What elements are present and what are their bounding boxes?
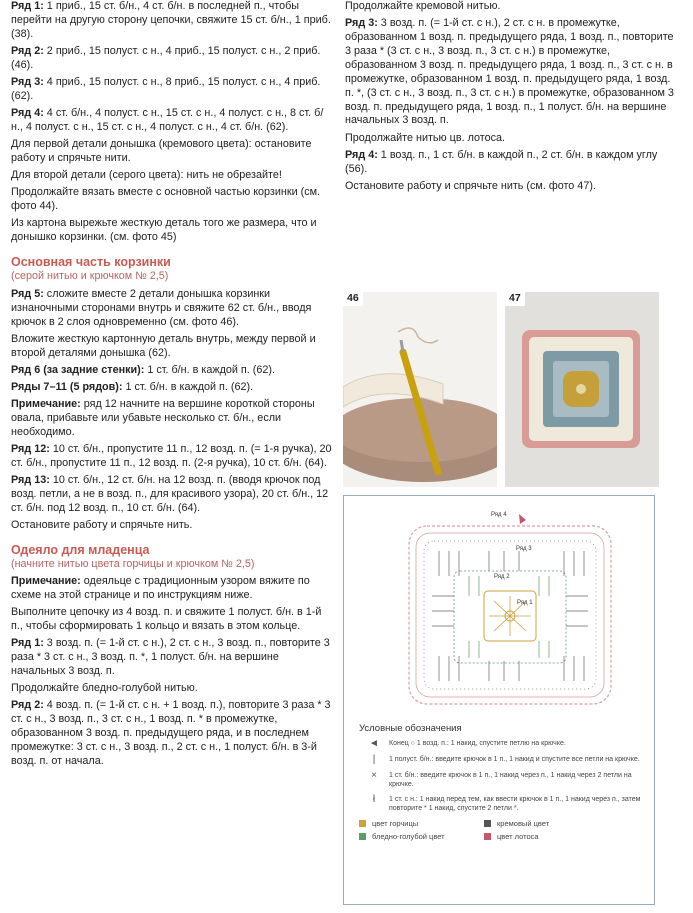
instruction-paragraph [345, 149, 675, 177]
row-text: Остановите работу и спрячьте нить (см. фото 47). [345, 179, 596, 192]
row-text: 4 возд. п. (= 1-й ст. с н. + 1 возд. п.), повторите 3 раза * 3 ст. с н., 3 возд. п., 3 ст. с н., 1 возд. п. * в промежутке, образованном 3 возд. п. предыдущего ряда, и в последнем промежутке: 3 ст. с н., 3 возд. п., 2 ст. с н., 1 полуст. б/н. в 3-й возд. п. от начала. [11, 699, 331, 768]
instruction-paragraph [11, 699, 333, 769]
row-text: 1 ст. б/н. в каждой п. (62). [144, 363, 275, 376]
row-text: сложите вместе 2 детали донышка корзинки изнаночными сторонами внутрь и свяжите 62 ст. б/н., вводя крючок в 2 слоя одновременно (см. фото 46). [11, 287, 312, 328]
instruction-paragraph [11, 443, 333, 471]
row-text: Для первой детали донышка (кремового цвета): остановите работу и спрячьте нити. [11, 137, 312, 164]
row-label: Ряд 6 (за задние стенки): [11, 363, 145, 376]
row-text: Остановите работу и спрячьте нить. [11, 518, 193, 531]
color-swatch [484, 832, 599, 841]
row-text: Из картона вырежьте жесткую деталь того же размера, что и донышко корзинки. (см. фото 45) [11, 217, 317, 243]
instruction-paragraph [11, 381, 333, 395]
left-column [11, 0, 333, 772]
row-text: Продолжайте вязать вместе с основной частью корзинки (см. фото 44). [11, 186, 321, 212]
row-text: 10 ст. б/н., 12 ст. б/н. на 12 возд. п. (вводя крючок под возд. петли, а не в возд. п., для красивого узора), 20 ст. б/н., 12 ст. б/н. под 12 возд. п., 10 ст. б/н. (64). [11, 473, 329, 514]
swatch-square-icon [359, 833, 366, 840]
row-text: 3 возд. п. (= 1-й ст. с н.), 2 ст. с н., 3 возд. п., повторите 3 раза * 3 ст. с н., 3 возд. п. *, 1 полуст. б/н. на вершине начальных 3 возд. п. [11, 637, 330, 678]
pattern-rows-bottom [11, 0, 333, 245]
instruction-paragraph [11, 398, 333, 440]
row-text: Продолжайте нитью цв. лотоса. [345, 131, 505, 144]
stitch-symbol-icon: | [372, 754, 376, 765]
stitch-symbol-icon: × [371, 770, 377, 781]
row-text: 2 приб., 15 полуст. с н., 4 приб., 15 полуст. с н., 2 приб. (46). [11, 44, 321, 71]
crochet-diagram [343, 495, 655, 905]
color-swatch [359, 819, 474, 828]
row-label: Ряд 13: [11, 473, 50, 486]
stitch-symbol-icon: ◄ [369, 738, 379, 749]
instruction-paragraph [11, 575, 333, 603]
row-label-3: Ряд 3 [516, 546, 532, 552]
instruction-paragraph [11, 169, 333, 183]
instruction-paragraph [11, 682, 333, 696]
instruction-paragraph [11, 288, 333, 330]
instruction-paragraph [11, 606, 333, 634]
row-label: Ряд 4: [11, 106, 44, 119]
swatch-label: цвет горчицы [372, 819, 419, 828]
row-text: 1 возд. п., 1 ст. б/н. в каждой п., 2 ст. б/н. в каждом углу (56). [345, 148, 658, 175]
photo-47-image [505, 292, 659, 487]
instruction-paragraph [11, 474, 333, 516]
row-label: Ряд 4: [345, 148, 378, 161]
instruction-paragraph [11, 519, 333, 533]
instruction-paragraph [345, 0, 675, 14]
row-label: Ряд 2: [11, 699, 44, 712]
row-text: Для второй детали (серого цвета): нить не обрезайте! [11, 168, 282, 181]
instruction-paragraph [11, 217, 333, 245]
row-text: 1 приб., 15 ст. б/н., 4 ст. б/н. в последней п., чтобы перейти на другую сторону цепочки, свяжите 15 ст. б/н., 1 приб. (38). [11, 0, 331, 40]
swatch-square-icon [359, 820, 366, 827]
section-title-basket: Основная часть корзинки [11, 254, 171, 269]
swatch-label: бледно-голубой цвет [372, 832, 445, 841]
photo-46-image [343, 292, 497, 487]
row-label: Ряд 12: [11, 442, 50, 455]
row-label: Ряд 2: [11, 44, 44, 57]
row-text: 4 приб., 15 полуст. с н., 8 приб., 15 полуст. с н., 4 приб. (62). [11, 75, 321, 102]
row-text: 4 ст. б/н., 4 полуст. с н., 15 ст. с н., 4 полуст. с н., 8 ст. б/н., 4 полуст. с н., 15 ст. с н., 4 полуст. с н., 4 ст. б/н. (62). [11, 106, 324, 133]
photo-47 [505, 292, 659, 487]
stitch-symbol-icon: ł [372, 794, 376, 805]
legend-text: 1 ст. с н.: 1 накид перед тем, как ввести крючок в 1 п., 1 накид через п., затем повторите * 1 накид, спустите 2 петли *. [389, 796, 641, 812]
legend-rows [359, 739, 644, 813]
right-column [345, 0, 675, 197]
instruction-paragraph [11, 0, 333, 42]
row-text: Выполните цепочку из 4 возд. п. и свяжите 1 полуст. б/н. в 1-й п., чтобы сформировать 1 кольцо и вязать в этом кольце. [11, 606, 322, 633]
swatch-square-icon [484, 820, 491, 827]
instruction-paragraph [11, 186, 333, 214]
instruction-paragraph [11, 333, 333, 361]
color-swatch [484, 819, 599, 828]
basket-rows [11, 288, 333, 533]
legend-text: Конец ○ 1 возд. п.: 1 накид, спустите петлю на крючке. [389, 740, 566, 747]
row-label: Ряд 3: [345, 17, 378, 30]
swatch-label: цвет лотоса [497, 832, 539, 841]
instruction-paragraph [11, 637, 333, 679]
color-swatches [359, 819, 599, 841]
row-text: Вложите жесткую картонную деталь внутрь, между первой и второй деталями донышка (62). [11, 332, 316, 359]
legend-title: Условные обозначения [359, 723, 462, 734]
row-label: Ряд 3: [11, 75, 44, 88]
instruction-paragraph [345, 17, 675, 128]
row-label: Ряды 7–11 (5 рядов): [11, 380, 123, 393]
row-label-4: Ряд 4 [491, 512, 507, 518]
instruction-paragraph [11, 45, 333, 73]
color-swatch [359, 832, 474, 841]
photo-46 [343, 292, 497, 487]
legend-text: 1 ст. б/н.: введите крючок в 1 п., 1 накид через п., 1 накид через 2 петли на крючке. [389, 772, 632, 788]
row-label-1: Ряд 1 [517, 600, 533, 606]
row-text: 1 ст. б/н. в каждой п. (62). [122, 380, 254, 393]
swatch-label: кремовый цвет [497, 819, 550, 828]
photo-number: 47 [505, 292, 525, 306]
row-text: Продолжайте бледно-голубой нитью. [11, 682, 198, 695]
row-label: Примечание: [11, 397, 81, 410]
legend-item [359, 755, 644, 765]
row-label: Ряд 5: [11, 287, 44, 300]
row-text: 10 ст. б/н., пропустите 11 п., 12 возд. п. (= 1-я ручка), 20 ст. б/н., пропустите 11 п., 12 возд. п. (2-я ручка), 10 ст. б/н. (64). [11, 442, 332, 469]
blanket-rows-continued [345, 0, 675, 194]
blanket-rows [11, 575, 333, 769]
end-marker-icon [519, 514, 526, 524]
section-title-blanket: Одеяло для младенца [11, 542, 150, 557]
legend-item [359, 795, 644, 813]
row-text: Продолжайте кремовой нитью. [345, 0, 501, 12]
row-text: одеяльце с традиционным узором вяжите по схеме на этой странице и по инструкциям ниже. [11, 575, 310, 602]
legend [359, 724, 644, 841]
swatch-square-icon [484, 833, 491, 840]
row-label: Ряд 1: [11, 0, 44, 12]
legend-item [359, 739, 644, 749]
row-text: ряд 12 начните на вершине короткой стороны овала, прибавьте или убавьте несколько ст. б/н., если необходимо. [11, 397, 315, 438]
instruction-paragraph [345, 180, 675, 194]
photo-number: 46 [343, 292, 363, 306]
instruction-paragraph [11, 76, 333, 104]
row-label: Примечание: [11, 575, 81, 588]
instruction-paragraph [11, 364, 333, 378]
granny-square-chart [344, 496, 656, 721]
section-subtitle-basket: (серой нитью и крючком № 2,5) [11, 269, 169, 282]
instruction-paragraph [11, 138, 333, 166]
row-text: 3 возд. п. (= 1-й ст. с н.), 2 ст. с н. в промежутке, образованном 1 возд. п. предыдущего ряда, 1 возд. п., повторите 3 раза * (3 ст. с н., 3 возд. п., 3 ст. с н.) в промежутке, образованном 3 возд. п. предыдущего ряда, 1 возд. п., 3 ст. с н. в промежутке, образованном 1 возд. п. предыдущего ряда, 1 возд. п. *, (3 ст. с н., 3 возд. п., 3 ст. с н.) в промежутке, образованном 3 возд. п. предыдущего ряда, 1 возд. п., 1 полуст. б/н. на вершине начальных 3 возд. п. [345, 17, 674, 127]
legend-text: 1 полуст. б/н.: введите крючок в 1 п., 1 накид и спустите все петли на крючке. [389, 756, 640, 763]
instruction-paragraph [345, 132, 675, 146]
row-label-2: Ряд 2 [494, 574, 510, 580]
section-subtitle-blanket: (начните нитью цвета горчицы и крючком № 2,5) [11, 557, 255, 570]
row-label: Ряд 1: [11, 637, 44, 650]
legend-item [359, 771, 644, 789]
instruction-paragraph [11, 107, 333, 135]
